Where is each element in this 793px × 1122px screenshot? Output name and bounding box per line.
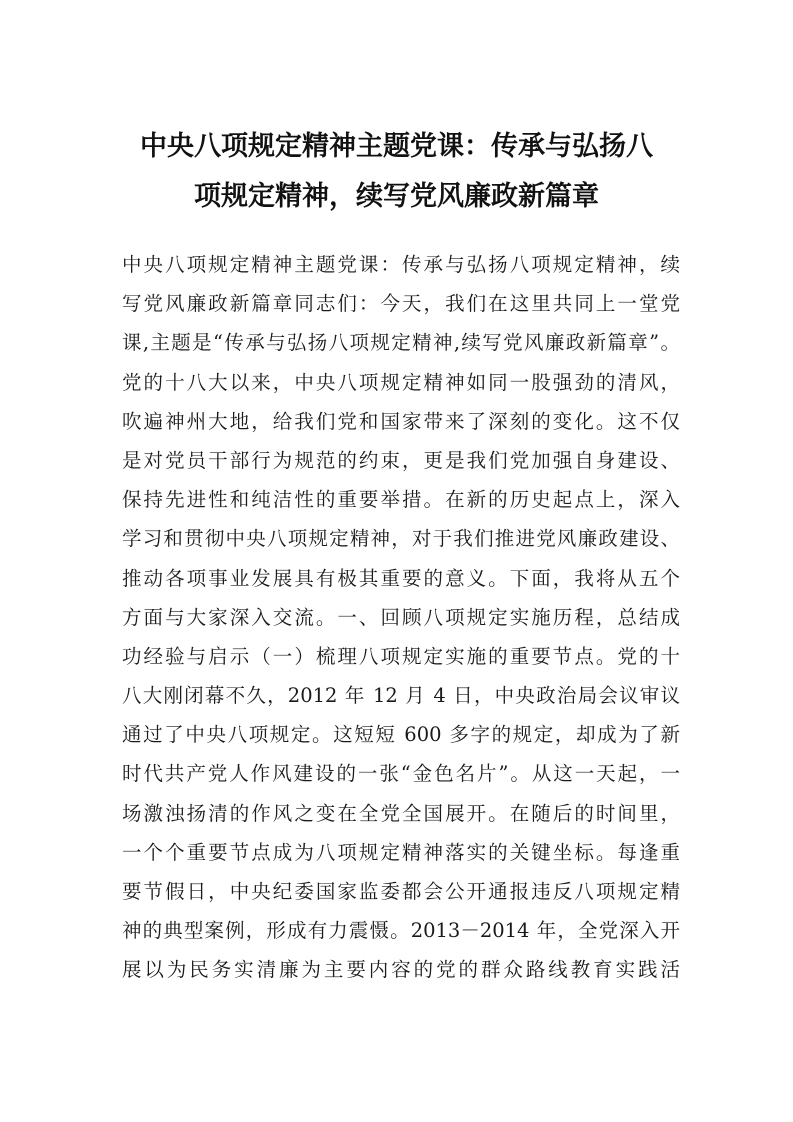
body-line: 保持先进性和纯洁性的重要举措。在新的历史起点上，深入 [122, 488, 680, 512]
document-body [122, 245, 680, 990]
body-line: 党的十八大以来，中央八项规定精神如同一股强劲的清风， [122, 370, 680, 394]
body-line: 时代共产党人作风建设的一张“金色名片”。从这一天起，一 [122, 762, 680, 786]
body-line: 八大刚闭幕不久，2012 年 12 月 4 日，中央政治局会议审议 [122, 684, 680, 708]
body-line: 要节假日，中央纪委国家监委都会公开通报违反八项规定精 [122, 880, 680, 903]
body-line: 展以为民务实清廉为主要内容的党的群众路线教育实践活 [122, 958, 680, 982]
body-line: 吹遍神州大地，给我们党和国家带来了深刻的变化。这不仅 [122, 409, 680, 433]
title-line: 中央八项规定精神主题党课：传承与弘扬八 [140, 131, 653, 162]
title-line: 项规定精神，续写党风廉政新篇章 [194, 181, 599, 212]
body-line: 神的典型案例，形成有力震慑。2013－2014 年，全党深入开 [122, 919, 680, 943]
body-line: 中央八项规定精神主题党课：传承与弘扬八项规定精神，续 [122, 253, 680, 276]
body-line: 场激浊扬清的作风之变在全党全国展开。在随后的时间里， [122, 801, 680, 825]
body-line: 通过了中央八项规定。这短短 600 多字的规定，却成为了新 [122, 723, 680, 747]
body-line: 一个个重要节点成为八项规定精神落实的关键坐标。每逢重 [122, 840, 680, 864]
body-line: 写党风廉政新篇章同志们：今天，我们在这里共同上一堂党 [122, 292, 680, 316]
body-line: 功经验与启示（一）梳理八项规定实施的重要节点。党的十 [122, 644, 680, 668]
body-line: 学习和贯彻中央八项规定精神，对于我们推进党风廉政建设、 [122, 527, 680, 551]
body-line: 方面与大家深入交流。一、回顾八项规定实施历程，总结成 [122, 605, 680, 629]
body-line: 课,主题是“传承与弘扬八项规定精神,续写党风廉政新篇章”。 [122, 331, 680, 355]
body-line: 是对党员干部行为规范的约束，更是我们党加强自身建设、 [122, 448, 680, 472]
body-line: 推动各项事业发展具有极其重要的意义。下面，我将从五个 [122, 566, 680, 590]
document-title [100, 122, 693, 222]
